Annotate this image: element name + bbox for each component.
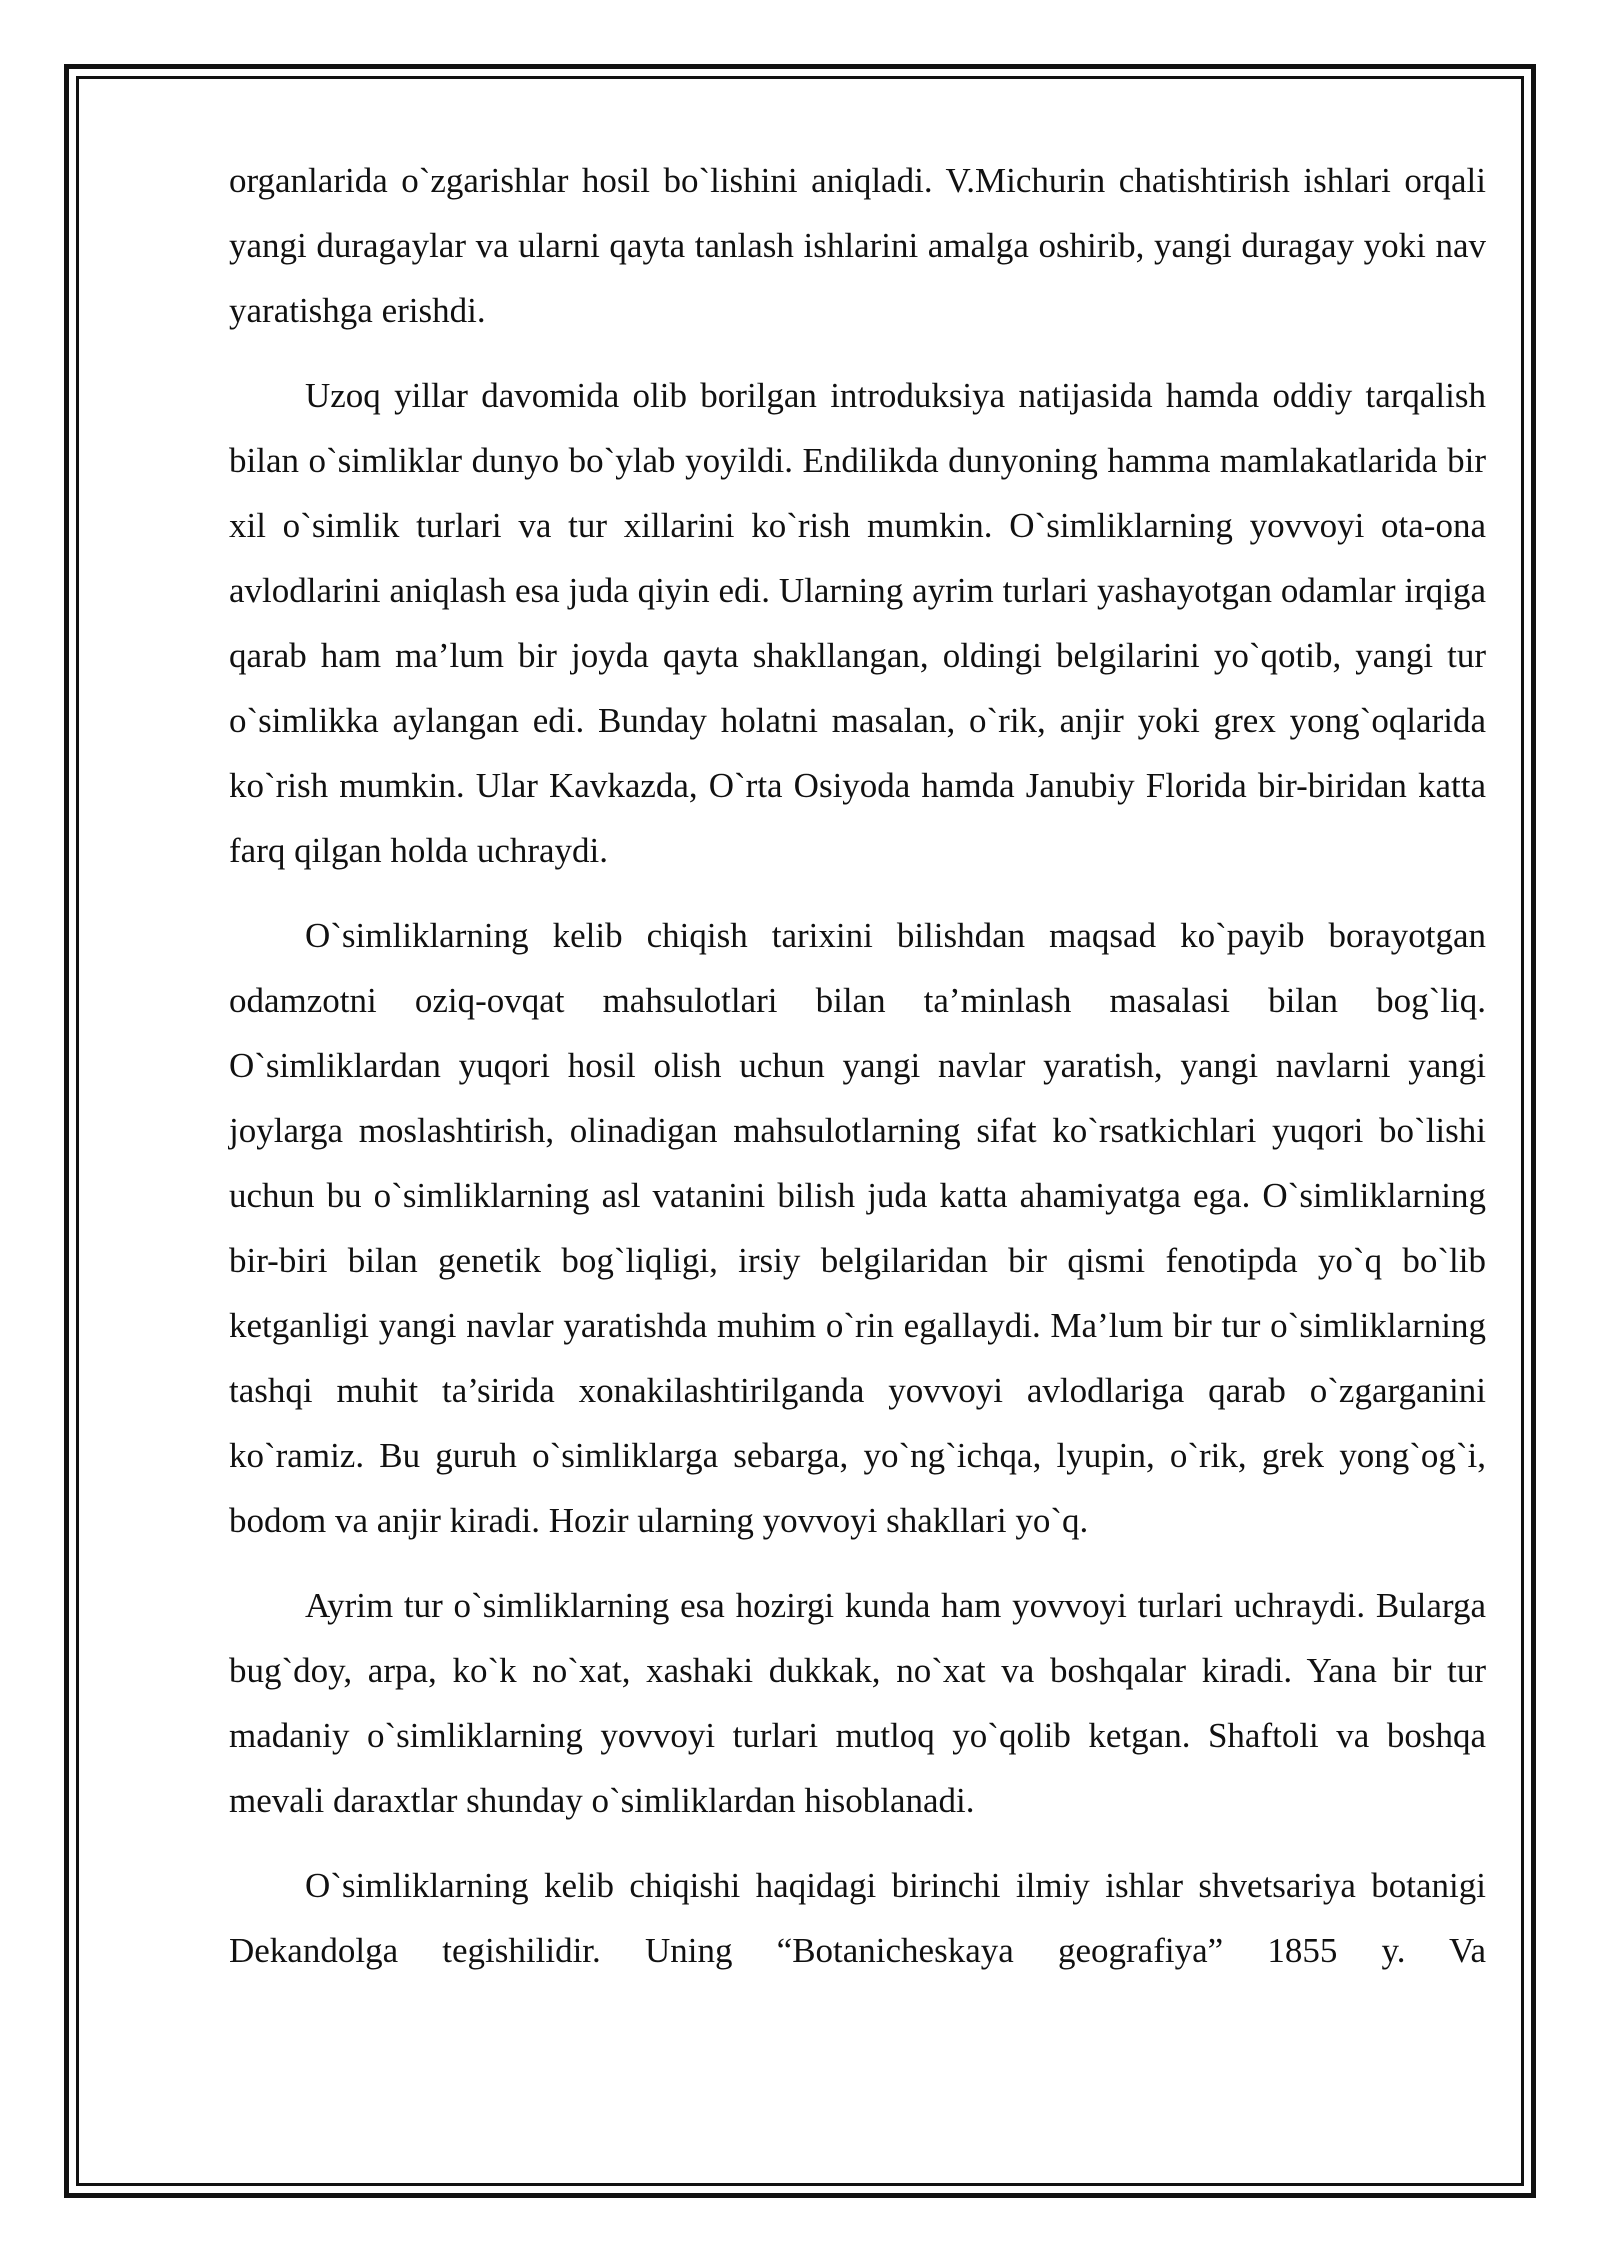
paragraph-1: organlarida o`zgarishlar hosil bo`lishini aniqladi. V.Michurin chatishtirish ishlari orqali yangi duragaylar va ularni qayta tanlash ishlarini amalga oshirib, yangi duragay yoki nav yaratishga erishdi.: [229, 161, 1486, 330]
paragraph-3: O`simliklarning kelib chiqish tarixini bilishdan maqsad ko`payib borayotgan odamzotni oziq-ovqat mahsulotlari bilan ta’minlash masalasi bilan bog`liq. O`simliklardan yuqori hosil olish uchun yangi navlar yaratish, yangi navlarni yangi joylarga moslashtirish, olinadigan mahsulotlarning sifat ko`rsatkichlari yuqori bo`lishi uchun bu o`simliklarning asl vatanini bilish juda katta ahamiyatga ega. O`simliklarning bir-biri bilan genetik bog`liqligi, irsiy belgilaridan bir qismi fenotipda yo`q bo`lib ketganligi yangi navlar yaratishda muhim o`rin egallaydi. Ma’lum bir tur o`simliklarning tashqi muhit ta’sirida xonakilashtirilganda yovvoyi avlodlariga qarab o`zgarganini ko`ramiz. Bu guruh o`simliklarga sebarga, yo`ng`ichqa, lyupin, o`rik, grek yong`og`i, bodom va anjir kiradi. Hozir ularning yovvoyi shakllari yo`q.: [229, 916, 1486, 1540]
paragraph-2: Uzoq yillar davomida olib borilgan introduksiya natijasida hamda oddiy tarqalish bilan o`simliklar dunyo bo`ylab yoyildi. Endilikda dunyoning hamma mamlakatlarida bir xil o`simlik turlari va tur xillarini ko`rish mumkin. O`simliklarning yovvoyi ota-ona avlodlarini aniqlash esa juda qiyin edi. Ularning ayrim turlari yashayotgan odamlar irqiga qarab ham ma’lum bir joyda qayta shakllangan, oldingi belgilarini yo`qotib, yangi tur o`simlikka aylangan edi. Bunday holatni masalan, o`rik, anjir yoki grex yong`oqlarida ko`rish mumkin. Ular Kavkazda, O`rta Osiyoda hamda Janubiy Florida bir-biridan katta farq qilgan holda uchraydi.: [229, 376, 1486, 870]
paragraph-5: O`simliklarning kelib chiqishi haqidagi birinchi ilmiy ishlar shvetsariya botanigi Dekandolga tegishilidir. Uning “Botanicheskaya geografiya” 1855 y. Va: [229, 1866, 1486, 1970]
paragraph-4: Ayrim tur o`simliklarning esa hozirgi kunda ham yovvoyi turlari uchraydi. Bularga bug`doy, arpa, ko`k no`xat, xashaki dukkak, no`xat va boshqalar kiradi. Yana bir tur madaniy o`simliklarning yovvoyi turlari mutloq yo`qolib ketgan. Shaftoli va boshqa mevali daraxtlar shunday o`simliklardan hisoblanadi.: [229, 1586, 1486, 1820]
document-body: [229, 148, 1486, 2003]
